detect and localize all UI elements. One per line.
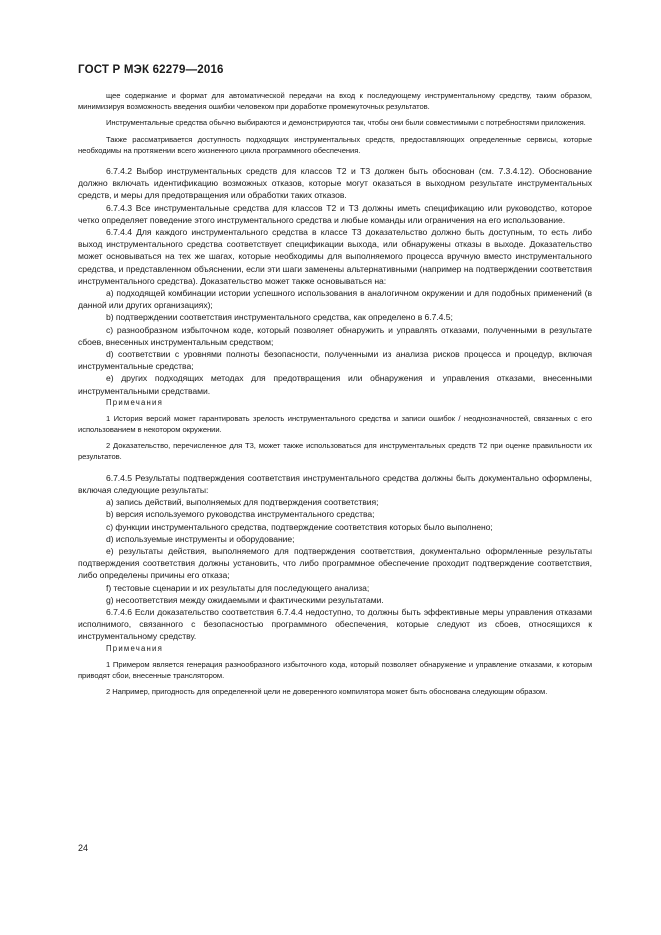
- clause-6-7-4-5: 6.7.4.5 Результаты подтверждения соответствия инструментального средства должны быть документально оформлены, включая следующие результаты:: [78, 472, 592, 495]
- list-item-a: а) запись действий, выполняемых для подтверждения соответствия;: [106, 497, 379, 508]
- notes-title: Примечания: [106, 643, 164, 653]
- clause-6-7-4-2: 6.7.4.2 Выбор инструментальных средств для классов Т2 и Т3 должен быть обоснован (см. 7.3.4.12). Обоснование должно включать идентификацию возможных отказов, которые могут оказаться в выходном результате инструментальных средств, и меры для предотвращения или обработки таких отказов.: [78, 166, 592, 201]
- note-item: 1 Примером является генерация разнообразного избыточного кода, который позволяет обнаружение и управление отказами, к которым приводят сбои, внесенные транслятором.: [78, 659, 592, 680]
- clause-6-7-4-3: 6.7.4.3 Все инструментальные средства для классов Т2 и Т3 должны иметь спецификацию или руководство, которое четко определяет поведение этого инструментального средства и любые команды или ограничения на его использование.: [78, 202, 592, 225]
- note-item: 1 История версий может гарантировать зрелость инструментального средства и записи ошибок / неоднозначностей, связанных с его использованием в некотором окружении.: [78, 413, 592, 435]
- list-item-b: b) версия используемого руководства инструментального средства;: [106, 509, 375, 520]
- document-header: ГОСТ Р МЭК 62279—2016: [78, 64, 224, 76]
- list-item-d: d) используемые инструменты и оборудование;: [106, 533, 295, 544]
- list-item-c: c) разнообразном избыточном коде, который позволяет обнаружить и управлять отказами, полученными в результате сбоев, внесенных инструментальным средством;: [78, 324, 592, 347]
- list-item-g: g) несоответствия между ожидаемыми и фактическими результатами.: [106, 594, 384, 605]
- list-item-d: d) соответствии с уровнями полноты безопасности, полученными из анализа рисков процесса и процедур, включая инструментальные средства;: [78, 349, 592, 372]
- note-item: 2 Доказательство, перечисленное для Т3, может также использоваться для инструментальных средств Т2 при оценке правильности их результатов.: [78, 441, 592, 462]
- document-body: [78, 90, 592, 697]
- note-item: 2 Например, пригодность для определенной цели не доверенного компилятора может быть обоснована следующим образом.: [106, 686, 548, 696]
- list-item-e: e) других подходящих методах для предотвращения или обнаружения и управления отказами, внесенными инструментальными средствами.: [78, 373, 592, 396]
- list-item-a: а) подходящей комбинации истории успешного использования в аналогичном окружении и для подобных применений (в данной или других организациях);: [78, 288, 592, 311]
- clause-6-7-4-4: 6.7.4.4 Для каждого инструментального средства в классе Т3 доказательство должно быть доступным, то есть либо выход инструментального средства соответствует спецификации выхода, или обнаружены отказы в выходе. Доказательство может основываться на тех же шагах, которые необходимы для выполняемого процесса вручную вместо инструментального средства, и представленном объяснении, если эти шаги заменены альтернативными (например на подтверждении соответствия инструментального средства). Доказательство может также основываться на:: [78, 227, 592, 286]
- list-item-f: f) тестовые сценарии и их результаты для последующего анализа;: [106, 582, 370, 593]
- intro-paragraph: Инструментальные средства обычно выбираются и демонстрируются так, чтобы они были совместимыми с потребностями приложения.: [106, 118, 586, 128]
- list-item-c: c) функции инструментального средства, подтверждение соответствия которых было выполнено;: [106, 521, 493, 532]
- clause-6-7-4-6: 6.7.4.6 Если доказательство соответствия 6.7.4.4 недоступно, то должны быть эффективные меры управления отказами исполнимого, связанного с безопасностью программного обеспечения, которые следуют из сбоев, относящихся к инструментальному средству.: [78, 606, 592, 642]
- page-number: 24: [78, 843, 89, 853]
- notes-title: Примечания: [106, 397, 164, 407]
- list-item-e: e) результаты действия, выполняемого для подтверждения соответствия, документально оформленные результаты подтверждения соответствия должны установить, что либо программное обеспечение проходит подтверждение соответствия, либо определены причины его отказа;: [78, 545, 592, 581]
- intro-paragraph: Также рассматривается доступность подходящих инструментальных средств, предоставляющих определенные сервисы, которые необходимы на протяжении всего жизненного цикла программного обеспечения.: [78, 134, 592, 155]
- intro-paragraph: щее содержание и формат для автоматической передачи на вход к последующему инструментальному средству, таким образом, минимизируя возможность введения ошибки человеком при доработке промежуточных результатов.: [78, 91, 592, 112]
- list-item-b: b) подтверждении соответствия инструментального средства, как определено в 6.7.4.5;: [106, 312, 453, 323]
